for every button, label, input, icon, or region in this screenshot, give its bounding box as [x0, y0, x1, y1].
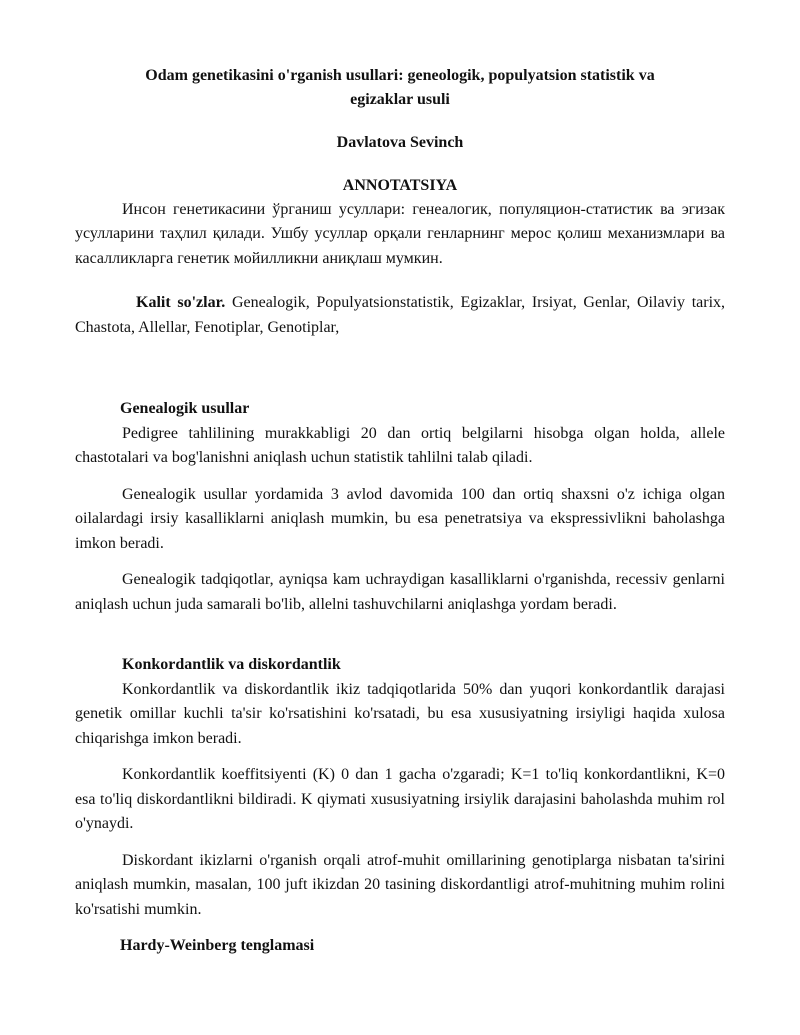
paragraph-genealogik-2: Genealogik usullar yordamida 3 avlod davomida 100 dan ortiq shaxsni o'z ichiga olgan oilalardagi irsiy kasalliklarni aniqlash mumkin, bu esa penetratsiya va ekspressivlikni baholashga imkon beradi. — [75, 485, 725, 552]
document-page — [75, 64, 725, 959]
paragraph-genealogik-1: Pedigree tahlilining murakkabligi 20 dan ortiq belgilarni hisobga olgan holda, allele chastotalari va bog'lanishni aniqlash uchun statistik tahlilni talab qiladi. — [75, 424, 725, 466]
title-line-1: Odam genetikasini o'rganish usullari: geneologik, populyatsion statistik va — [145, 67, 655, 84]
paragraph-konkordantlik-1: Konkordantlik va diskordantlik ikiz tadqiqotlarida 50% dan yuqori konkordantlik darajasi genetik omillar kuchli ta'sir ko'rsatishini ko'rsatadi, bu esa xususiyatning irsiyligi haqida xulosa chiqarishga imkon beradi. — [75, 680, 725, 747]
annotation-text: Инсон генетикасини ўрганиш усуллари: генеалогик, популяцион-статистик ва эгизак усулларини таҳлил қилади. Ушбу усуллар орқали генларнинг мерос қолиш механизмлари ва касалликларга генетик мойилликни аниқлаш мумкин. — [75, 200, 725, 267]
paragraph-konkordantlik-3: Diskordant ikizlarni o'rganish orqali atrof-muhit omillarining genotiplarga nisbatan ta'sirini aniqlash mumkin, masalan, 100 juft ikizdan 20 tasining diskordantligi atrof-muhitning muhim rolini ko'rsatishi mumkin. — [75, 851, 725, 918]
annotation-heading: ANNOTATSIYA — [342, 176, 458, 194]
paper-title — [75, 64, 725, 112]
keywords-text: Genealogik, Populyatsionstatistik, Egizaklar, Irsiyat, Genlar, Oilaviy tarix, Chastota, Allellar, Fenotiplar, Genotiplar, — [75, 294, 726, 336]
author-name: Davlatova Sevinch — [336, 134, 464, 151]
section-heading-genealogik: Genealogik usullar — [120, 400, 250, 417]
section-heading-konkordantlik: Konkordantlik va diskordantlik — [122, 656, 341, 673]
paragraph-konkordantlik-2: Konkordantlik koeffitsiyenti (K) 0 dan 1 gacha o'zgaradi; K=1 to'liq konkordantlikni, K=0 esa to'liq diskordantlikni bildiradi. K qiymati xususiyatning irsiylik darajasini baholashda muhim rol o'ynaydi. — [75, 766, 725, 832]
title-line-2: egizaklar usuli — [350, 91, 450, 108]
keywords-paragraph — [75, 291, 725, 340]
section-heading-hardy-weinberg: Hardy-Weinberg tenglamasi — [120, 937, 315, 954]
keywords-label: Kalit so'zlar. — [136, 294, 226, 311]
paragraph-genealogik-3: Genealogik tadqiqotlar, ayniqsa kam uchraydigan kasalliklarni o'rganishda, recessiv genlarni aniqlash uchun juda samarali bo'lib, allelni tashuvchilarni aniqlashga yordam beradi. — [75, 571, 725, 613]
